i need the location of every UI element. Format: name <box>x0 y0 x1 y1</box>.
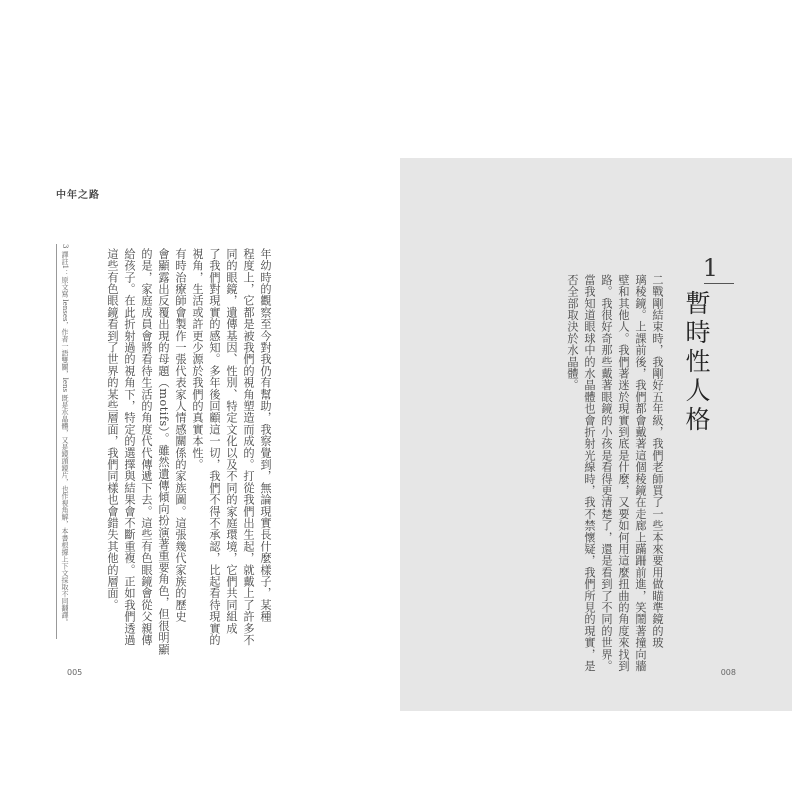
page-number-right: 008 <box>720 668 736 677</box>
paragraph-line: 壁和其他人。我們著迷於現實到底是什麼，又要如何用這麼扭曲的角度來找到 <box>617 274 630 672</box>
chapter-title: 暫時性人格 <box>682 290 711 435</box>
paragraph-line: 年幼時的觀察至今對我仍有幫助，我察覺到，無論現實長什麼樣子，某種 <box>259 248 272 623</box>
paragraph-line: 會顯露出反覆出現的母題（motifs）。雖然遺傳傾向扮演著重要角色，但很明顯 <box>157 248 170 656</box>
left-page-body <box>104 248 274 656</box>
paragraph-line: 這些有色眼鏡看到了世界的某些層面，我們同樣也會錯失其他的層面。 <box>106 248 119 611</box>
paragraph-line: 的是，家庭成員會將看待生活的角度代代傳遞下去。這些有色眼鏡會從父親傳 <box>140 248 153 646</box>
paragraph-line: 璃稜鏡。上課前後，我們都會戴著這個稜鏡在走廊上蹣跚前進，笑鬧著撞向牆 <box>634 274 647 672</box>
right-page <box>400 158 792 711</box>
running-head: 中年之路 <box>56 190 100 201</box>
paragraph-line: 當我知道眼球中的水晶體也會折射光線時，我不禁懷疑，我們所見的現實，是 <box>583 274 596 672</box>
chapter-number: 1 <box>702 254 718 282</box>
paragraph-line: 有時治療師會製作一張代表家人情感關係的家族圖。這張幾代家族的歷史 <box>174 248 187 623</box>
chapter-rule <box>704 283 734 284</box>
right-page-body <box>564 274 666 672</box>
paragraph-line: 路。我很好奇那些戴著眼鏡的小孩是看得更清楚了，還是看到了不同的世界。 <box>600 274 613 672</box>
paragraph-line: 給孩子。在此折射過的視角下，特定的選擇與結果會不斷重複。正如我們透過 <box>123 248 136 646</box>
paragraph-line: 程度上，它都是被我們的視角塑造而成的。打從我們出生起，就戴上了許多不 <box>242 248 255 646</box>
page-number-left: 005 <box>67 668 83 677</box>
paragraph-line: 視角，生活或許更少源於我們的真實本性。 <box>191 248 204 471</box>
paragraph-line: 否全部取決於水晶體。 <box>566 274 579 391</box>
paragraph-line: 二戰剛結束時，我剛好五年級，我們老師買了一些本來要用做瞄準鏡的玻 <box>651 274 664 649</box>
paragraph-line: 了我們對現實的感知。多年後回顧這一切，我們不得不承認，比起看待現實的 <box>208 248 221 646</box>
footnote: 3 譯註1：原文寫 lenses，作者一語雙關，lens 既是水晶體，又是鏡頭鏡片，也作視角解，本書根據上下文採取不同翻譯。 <box>56 244 70 639</box>
paragraph-line: 同的眼鏡，遺傳基因、性別、特定文化以及不同的家庭環境，它們共同組成 <box>225 248 238 635</box>
